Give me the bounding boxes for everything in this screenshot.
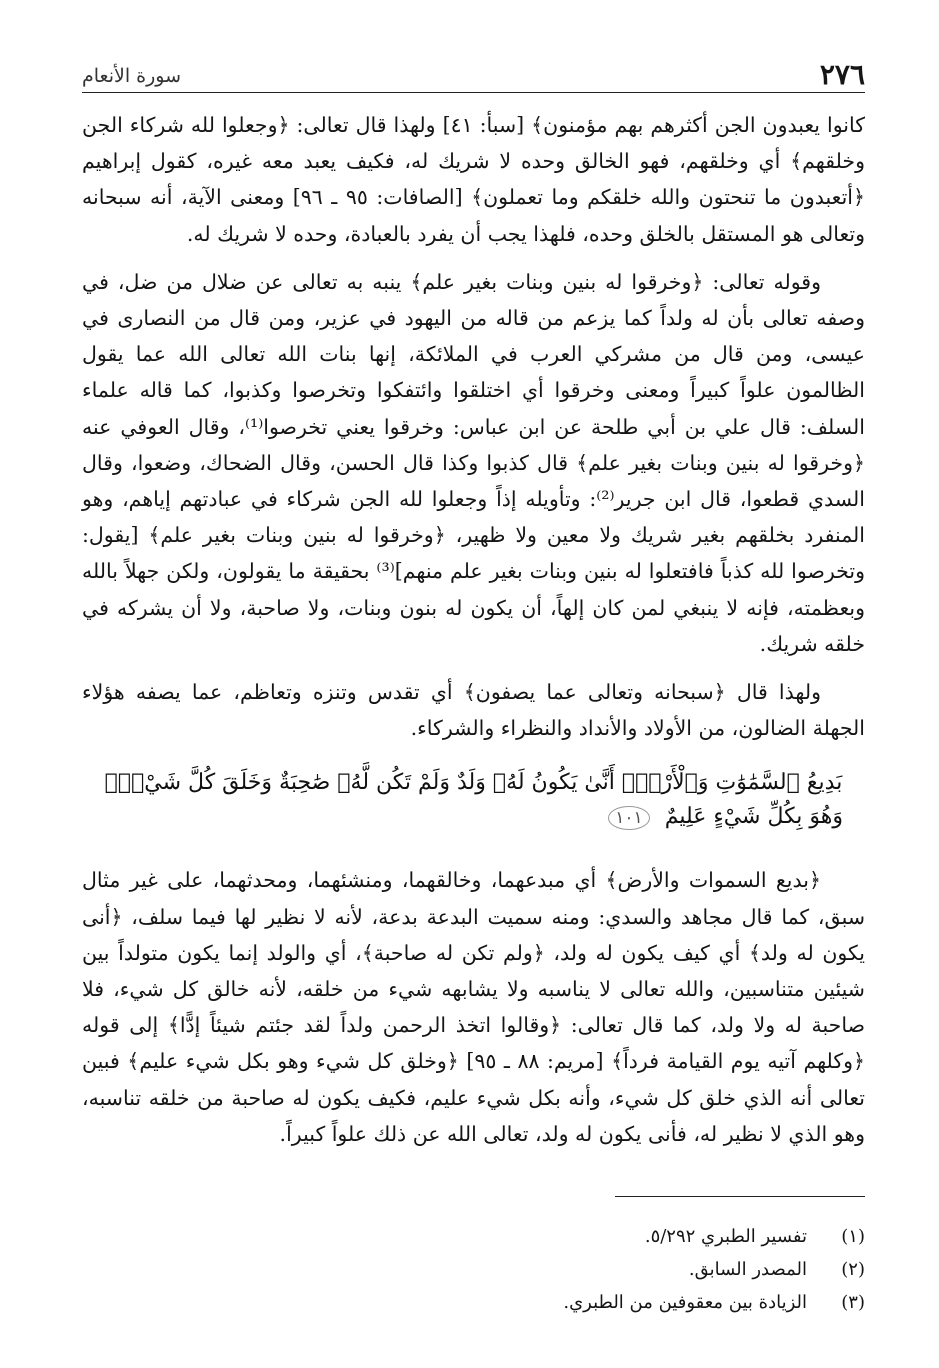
verse-number-marker: ١٠١ — [608, 806, 649, 830]
footnote-3 — [82, 1286, 865, 1319]
book-page — [82, 58, 865, 1338]
surah-title: سورة الأنعام — [82, 65, 182, 87]
verse-text: بَدِيعُ ٱلسَّمَٰوَٰتِ وَٱلْأَرْضِۖ أَنَّىٰ يَكُونُ لَهُۥ وَلَدٌ وَلَمْ تَكُن لَّهُۥ صَٰحِبَةٌ وَخَلَقَ كُلَّ شَيْءٍۖ وَهُوَ بِكُلِّ شَيْءٍ عَلِيمٌ — [104, 770, 843, 830]
footnote-separator — [615, 1196, 865, 1197]
page-header — [82, 58, 865, 93]
page-number: ٢٧٦ — [819, 58, 865, 91]
footnote-2 — [82, 1253, 865, 1286]
footnote-1 — [82, 1220, 865, 1253]
footnotes — [82, 1220, 865, 1319]
quran-verse — [82, 758, 865, 844]
footnote-number: (٣) — [841, 1292, 865, 1313]
paragraph-2: وقوله تعالى: ﴿وخرقوا له بنين وبنات بغير علم﴾ ينبه به تعالى عن ضلال من ضل، في وصفه تعالى بأن له ولداً كما يزعم من قاله من اليهود في عزير، ومن قال من النصارى في عيسى، ومن قال من مشركي العرب في الملائكة، إنها بنات الله تعالى الله عما يقول الظالمون علواً كبيراً ومعنى وخرقوا أي اختلقوا وائتفكوا وتخرصوا وكذبوا، كما قاله علماء السلف: قال علي بن أبي طلحة عن ابن عباس: وخرقوا يعني تخرصوا⁽¹⁾، وقال العوفي عنه ﴿وخرقوا له بنين وبنات بغير علم﴾ قال كذبوا وكذا قال الحسن، وقال الضحاك، وضعوا، وقال السدي قطعوا، قال ابن جرير⁽²⁾: وتأويله إذاً وجعلوا لله الجن شركاء في عبادتهم إياهم، وهو المنفرد بخلقهم بغير شريك ولا معين ولا ظهير، ﴿وخرقوا له بنين وبنات بغير علم﴾ [يقول: وتخرصوا لله كذباً فافتعلوا له بنين وبنات بغير علم منهم]⁽³⁾ بحقيقة ما يقولون، ولكن جهلاً بالله وبعظمته، فإنه لا ينبغي لمن كان إلهاً، أن يكون له بنون وبنات، ولا صاحبة، ولا أن يشركه في خلقه شريك. — [82, 269, 866, 656]
footnote-text: المصدر السابق. — [688, 1259, 807, 1280]
footnote-text: تفسير الطبري ٥/٢٩٢. — [644, 1226, 807, 1247]
footnote-text: الزيادة بين معقوفين من الطبري. — [563, 1292, 807, 1313]
main-text — [82, 107, 865, 1152]
footnote-number: (١) — [841, 1226, 865, 1247]
paragraph-1: كانوا يعبدون الجن أكثرهم بهم مؤمنون﴾ [سبأ: ٤١] ولهذا قال تعالى: ﴿وجعلوا لله شركاء الجن وخلقهم﴾ أي وخلقهم، فهو الخالق وحده لا شريك له، فكيف يعبد معه غيره، كقول إبراهيم ﴿أتعبدون ما تنحتون والله خلقكم وما تعملون﴾ [الصافات: ٩٥ ـ ٩٦] ومعنى الآية، أنه سبحانه وتعالى هو المستقل بالخلق وحده، فلهذا يجب أن يفرد بالعبادة، وحده لا شريك له. — [82, 113, 866, 246]
paragraph-3: ولهذا قال ﴿سبحانه وتعالى عما يصفون﴾ أي تقدس وتنزه وتعاظم، عما يصفه هؤلاء الجهلة الضالون، من الأولاد والأنداد والنظراء والشركاء. — [82, 680, 865, 741]
paragraph-4: ﴿بديع السموات والأرض﴾ أي مبدعهما، وخالقهما، ومنشئهما، ومحدثهما، على غير مثال سبق، كما قال مجاهد والسدي: ومنه سميت البدعة بدعة، لأنه لا نظير لها فيما سلف، ﴿أنى يكون له ولد﴾ أي كيف يكون له ولد، ﴿ولم تكن له صاحبة﴾، أي والولد إنما يكون متولداً بين شيئين متناسبين، والله تعالى لا يناسبه ولا يشابهه شيء من خلقه، لأنه خالق كل شيء، فلا صاحبة له ولا ولد، كما قال تعالى: ﴿وقالوا اتخذ الرحمن ولداً لقد جئتم شيئاً إدًّا﴾ إلى قوله ﴿وكلهم آتيه يوم القيامة فرداً﴾ [مريم: ٨٨ ـ ٩٥] ﴿وخلق كل شيء وهو بكل شيء عليم﴾ فبين تعالى أنه الذي خلق كل شيء، وأنه بكل شيء عليم، فكيف يكون له صاحبة من خلقه تناسبه، وهو الذي لا نظير له، فأنى يكون له ولد، تعالى الله عن ذلك علواً كبيراً. — [82, 868, 865, 1146]
footnote-number: (٢) — [841, 1259, 865, 1280]
